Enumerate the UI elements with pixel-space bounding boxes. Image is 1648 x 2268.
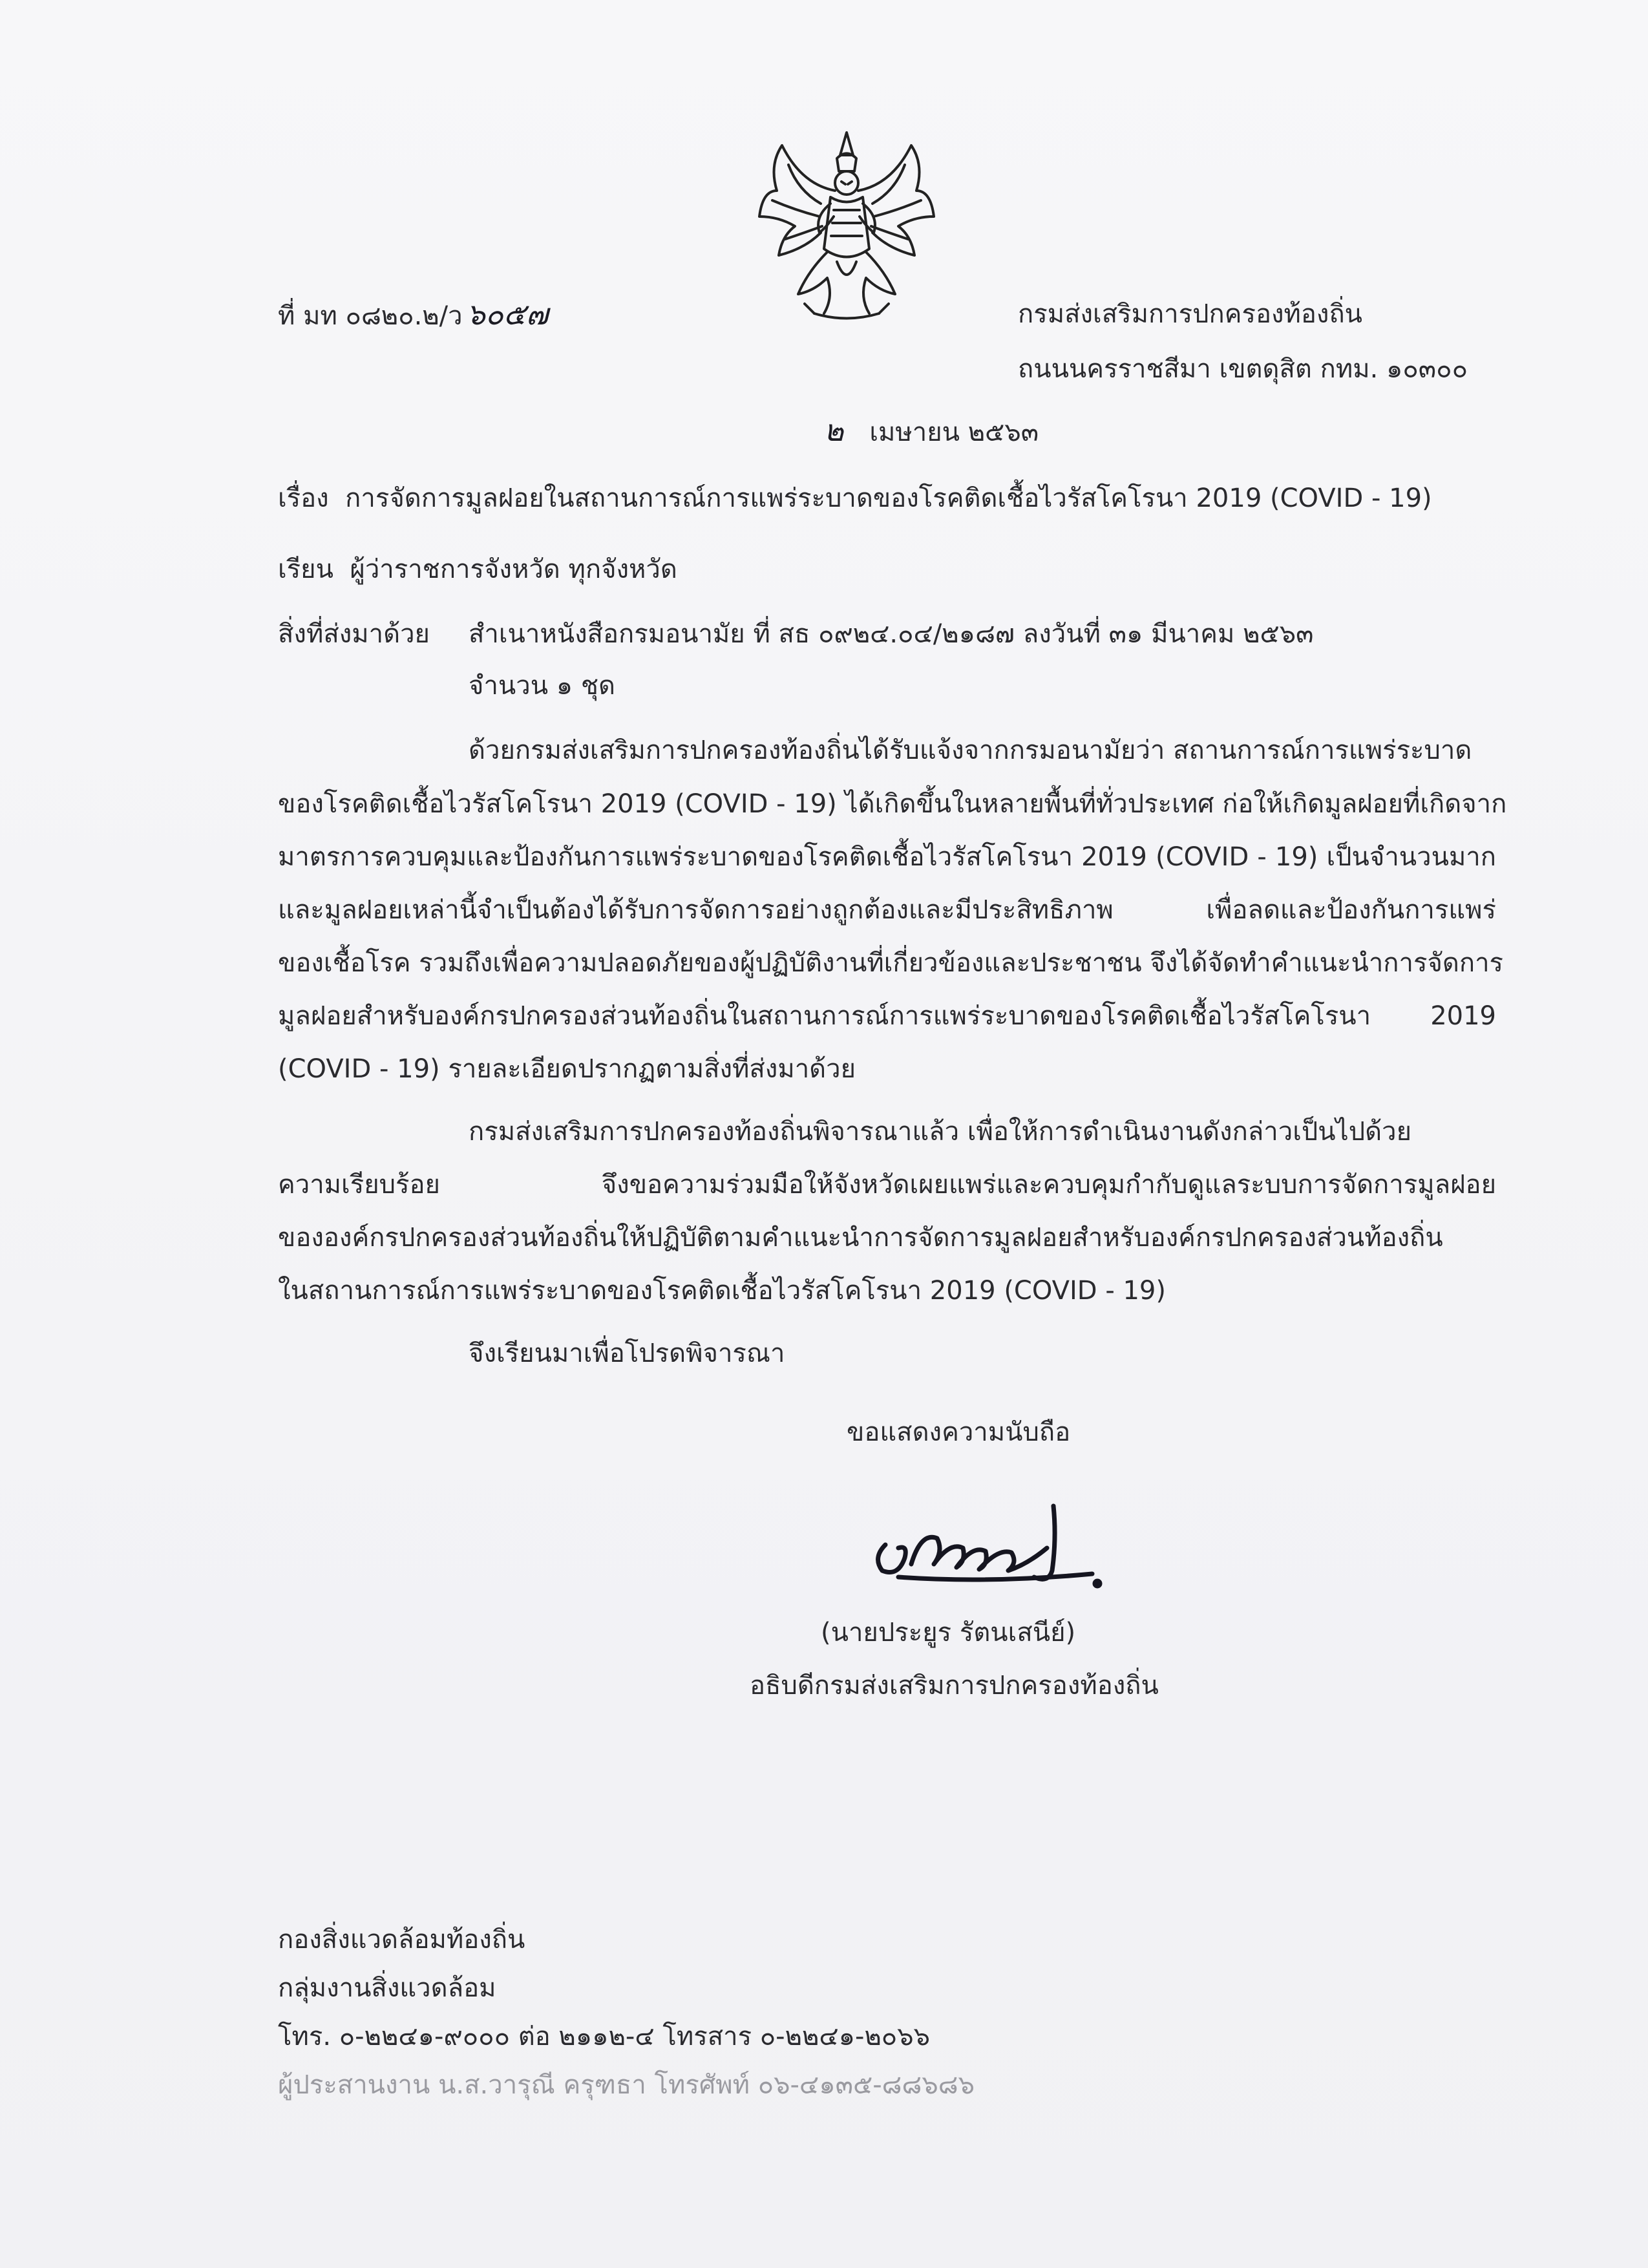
paragraph1-line: ของโรคติดเชื้อไวรัสโคโรนา 2019 (COVID - 19) ได้เกิดขึ้นในหลายพื้นที่ทั่วประเทศ ก่อให้เกิดมูลฝอยที่เกิดจาก — [278, 789, 1507, 819]
subject-line — [278, 482, 1432, 515]
footer-group: กลุ่มงานสิ่งแวดล้อม — [278, 1973, 496, 2003]
paragraph2-line: ความเรียบร้อย จึงขอความร่วมมือให้จังหวัดเผยแพร่และควบคุมกำกับดูแลระบบการจัดการมูลฝอย — [278, 1170, 1496, 1200]
salutation: ขอแสดงความนับถือ — [847, 1417, 1071, 1447]
subject-label: เรื่อง — [278, 483, 329, 513]
closing-request: จึงเรียนมาเพื่อโปรดพิจารณา — [469, 1339, 785, 1368]
reference-number-handwritten: ๖๐๕๗ — [466, 297, 549, 332]
paragraph1-line: และมูลฝอยเหล่านี้จำเป็นต้องได้รับการจัดการอย่างถูกต้องและมีประสิทธิภาพ เพื่อลดและป้องกันการแพร่ — [278, 895, 1496, 925]
organization-name: กรมส่งเสริมการปกครองท้องถิ่น — [1018, 299, 1363, 329]
paragraph1-line: ด้วยกรมส่งเสริมการปกครองท้องถิ่นได้รับแจ้งจากกรมอนามัยว่า สถานการณ์การแพร่ระบาด — [469, 736, 1472, 765]
footer-division: กองสิ่งแวดล้อมท้องถิ่น — [278, 1925, 525, 1955]
footer-contact: โทร. ๐-๒๒๔๑-๙๐๐๐ ต่อ ๒๑๑๒-๔ โทรสาร ๐-๒๒๔๑-๒๐๖๖ — [278, 2022, 931, 2051]
paragraph1-line: (COVID - 19) รายละเอียดปรากฏตามสิ่งที่ส่งมาด้วย — [278, 1054, 856, 1084]
letter-date: ๒ เมษายน ๒๕๖๓ — [824, 413, 1039, 448]
signatory-position: อธิบดีกรมส่งเสริมการปกครองท้องถิ่น — [750, 1671, 1159, 1701]
enclosure-line-2: จำนวน ๑ ชุด — [469, 671, 615, 701]
recipient-line — [278, 553, 677, 586]
subject-text: การจัดการมูลฝอยในสถานการณ์การแพร่ระบาดของโรคติดเชื้อไวรัสโคโรนา 2019 (COVID - 19) — [345, 483, 1432, 513]
paragraph2-line: ในสถานการณ์การแพร่ระบาดของโรคติดเชื้อไวรัสโคโรนา 2019 (COVID - 19) — [278, 1276, 1166, 1306]
garuda-emblem-icon — [743, 120, 950, 333]
paragraph1-line: มาตรการควบคุมและป้องกันการแพร่ระบาดของโรคติดเชื้อไวรัสโคโรนา 2019 (COVID - 19) เป็นจำนวนมาก — [278, 842, 1496, 872]
enclosure-label: สิ่งที่ส่งมาด้วย — [278, 619, 430, 649]
organization-address: ถนนนครราชสีมา เขตดุสิต กทม. ๑๐๓๐๐ — [1018, 354, 1468, 384]
paragraph1-line: มูลฝอยสำหรับองค์กรปกครองส่วนท้องถิ่นในสถานการณ์การแพร่ระบาดของโรคติดเชื้อไวรัสโคโรนา 2019 — [278, 1001, 1496, 1031]
paragraph2-line: กรมส่งเสริมการปกครองท้องถิ่นพิจารณาแล้ว เพื่อให้การดำเนินงานดังกล่าวเป็นไปด้วย — [469, 1117, 1412, 1147]
signatory-name: (นายประยูร รัตนเสนีย์) — [821, 1618, 1076, 1648]
paragraph2-line: ขององค์กรปกครองส่วนท้องถิ่นให้ปฏิบัติตามคำแนะนำการจัดการมูลฝอยสำหรับองค์กรปกครองส่วนท้องถิ่น — [278, 1223, 1443, 1253]
reference-number: ที่ มท ๐๘๒๐.๒/ว ๖๐๕๗ — [278, 297, 549, 332]
enclosure-line-1: สำเนาหนังสือกรมอนามัย ที่ สธ ๐๙๒๔.๐๔/๒๑๘๗ ลงวันที่ ๓๑ มีนาคม ๒๕๖๓ — [469, 619, 1314, 649]
paragraph1-line: ของเชื้อโรค รวมถึงเพื่อความปลอดภัยของผู้ปฏิบัติงานที่เกี่ยวข้องและประชาชน จึงได้จัดทำคำแนะนำการจัดการ — [278, 948, 1504, 978]
recipient-text: ผู้ว่าราชการจังหวัด ทุกจังหวัด — [350, 555, 677, 584]
date-day-handwritten: ๒ — [824, 413, 844, 448]
footer-coordinator: ผู้ประสานงาน น.ส.วารุณี ครุฑธา โทรศัพท์ ๐๖-๔๑๓๕-๘๘๖๘๖ — [278, 2070, 975, 2100]
handwritten-signature-icon — [860, 1487, 1105, 1603]
recipient-label: เรียน — [278, 555, 333, 584]
